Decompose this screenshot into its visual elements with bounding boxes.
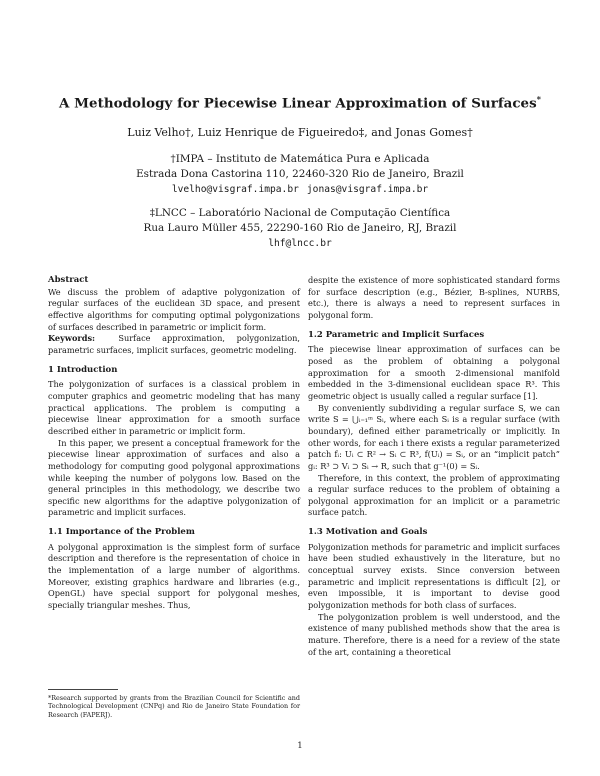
paragraph: The piecewise linear approximation of surfaces can be posed as the problem of obtaining a polygonal approximation for a smooth 2-dimensional manifold embedded in the 3-dimensional euclidean space R³. This geometric object is usually called a regular surface [1]. <box>308 344 560 401</box>
paper-title: A Methodology for Piecewise Linear Approximation of Surfaces* <box>59 94 541 112</box>
paragraph: By conveniently subdividing a regular surface S, we can write S = ⋃ᵢ₌₁ᵐ Sᵢ, where each Sᵢ is a regular surface (with boundary), defined either parametrically or implicitly. In other words, for each i there exists a regular parameterized patch fᵢ: Uᵢ ⊂ R² → Sᵢ ⊂ R³, f(Uᵢ) = Sᵢ, or an “implicit patch” gᵢ: R³ ⊃ Vᵢ ⊃ Sᵢ → R, such that g⁻¹(0) = Sᵢ. <box>308 402 560 471</box>
title-footnote-mark: * <box>536 94 541 104</box>
keywords-label: Keywords: <box>48 333 96 344</box>
affiliation-address: Estrada Dona Castorina 110, 22460-320 Rio de Janeiro, Brazil <box>136 168 464 180</box>
abstract-text: We discuss the problem of adaptive polygonization of regular surfaces of the euclidean 3D space, and present effective algorithms for computing optimal polygonizations of surfaces described in parametric or implicit form. <box>48 286 300 332</box>
keywords-text: Surface approximation, polygonization, parametric surfaces, implicit surfaces, geometric modeling. <box>48 333 300 355</box>
section-heading-importance: 1.1 Importance of the Problem <box>48 527 195 538</box>
paragraph: Therefore, in this context, the problem of approximating a regular surface reduces to the problem of obtaining a polygonal approximation for an implicit or a parametric surface patch. <box>308 472 560 518</box>
author-list: Luiz Velho†, Luiz Henrique de Figueiredo‡, and Jonas Gomes† <box>127 126 473 139</box>
affiliation-emails <box>0 182 600 197</box>
left-column <box>48 275 300 612</box>
abstract-heading: Abstract <box>48 275 89 285</box>
paragraph: The polygonization of surfaces is a classical problem in computer graphics and geometric modeling that has many practical applications. The problem is computing a piecewise linear approximation for a smooth surface described either in parametric or implicit form. <box>48 379 300 436</box>
affiliation-name: †IMPA – Instituto de Matemática Pura e Aplicada <box>170 153 430 165</box>
affiliation-emails <box>0 236 600 251</box>
email: lvelho@visgraf.impa.br <box>171 184 299 195</box>
section-heading-introduction: 1 Introduction <box>48 364 118 375</box>
affiliation-name: ‡LNCC – Laboratório Nacional de Computação Científica <box>149 207 451 219</box>
footnote-text: *Research supported by grants from the Brazilian Council for Scientific and Technological Development (CNPq) and Rio de Janeiro State Foundation for Research (FAPERJ). <box>48 694 300 719</box>
keywords <box>48 333 300 356</box>
footnote-rule <box>48 689 118 690</box>
affiliation-address: Rua Lauro Müller 455, 22290-160 Rio de Janeiro, RJ, Brazil <box>143 222 457 234</box>
email: jonas@visgraf.impa.br <box>306 184 429 195</box>
section-heading-motivation: 1.3 Motivation and Goals <box>308 527 428 538</box>
right-column <box>308 275 560 658</box>
paragraph: In this paper, we present a conceptual framework for the piecewise linear approximation of surfaces and also a methodology for computing good polygonal approximations while keeping the number of polygons low. Based on the general principles in this methodology, we describe two specific new algorithms for the adaptive polygonization of parametric and implicit surfaces. <box>48 437 300 518</box>
paragraph: Polygonization methods for parametric and implicit surfaces have been studied exhaustively in the literature, but no conceptual survey exists. Since conversion between parametric and implicit representations is difficult [2], or even impossible, it is important to devise good polygonization methods for both class of surfaces. <box>308 541 560 611</box>
paragraph: despite the existence of more sophisticated standard forms for surface description (e.g., Bézier, B-splines, NURBS, etc.), there is always a need to represent surfaces in polygonal form. <box>308 275 560 320</box>
footnote <box>48 694 300 719</box>
paragraph: A polygonal approximation is the simplest form of surface description and therefore is the representation of choice in the implementation of a large number of algorithms. Moreover, existing graphics hardware and libraries (e.g., OpenGL) have special support for polygonal meshes, specially triangular meshes. Thus, <box>48 541 300 611</box>
paragraph: The polygonization problem is well understood, and the existence of many published methods show that the area is mature. Therefore, there is a need for a review of the state of the art, containing a theoretical <box>308 611 560 657</box>
email: lhf@lncc.br <box>268 238 332 249</box>
affiliation-lncc <box>0 206 600 251</box>
page-number: 1 <box>297 741 303 751</box>
section-heading-parametric-implicit: 1.2 Parametric and Implicit Surfaces <box>308 329 485 340</box>
affiliation-impa <box>0 152 600 197</box>
